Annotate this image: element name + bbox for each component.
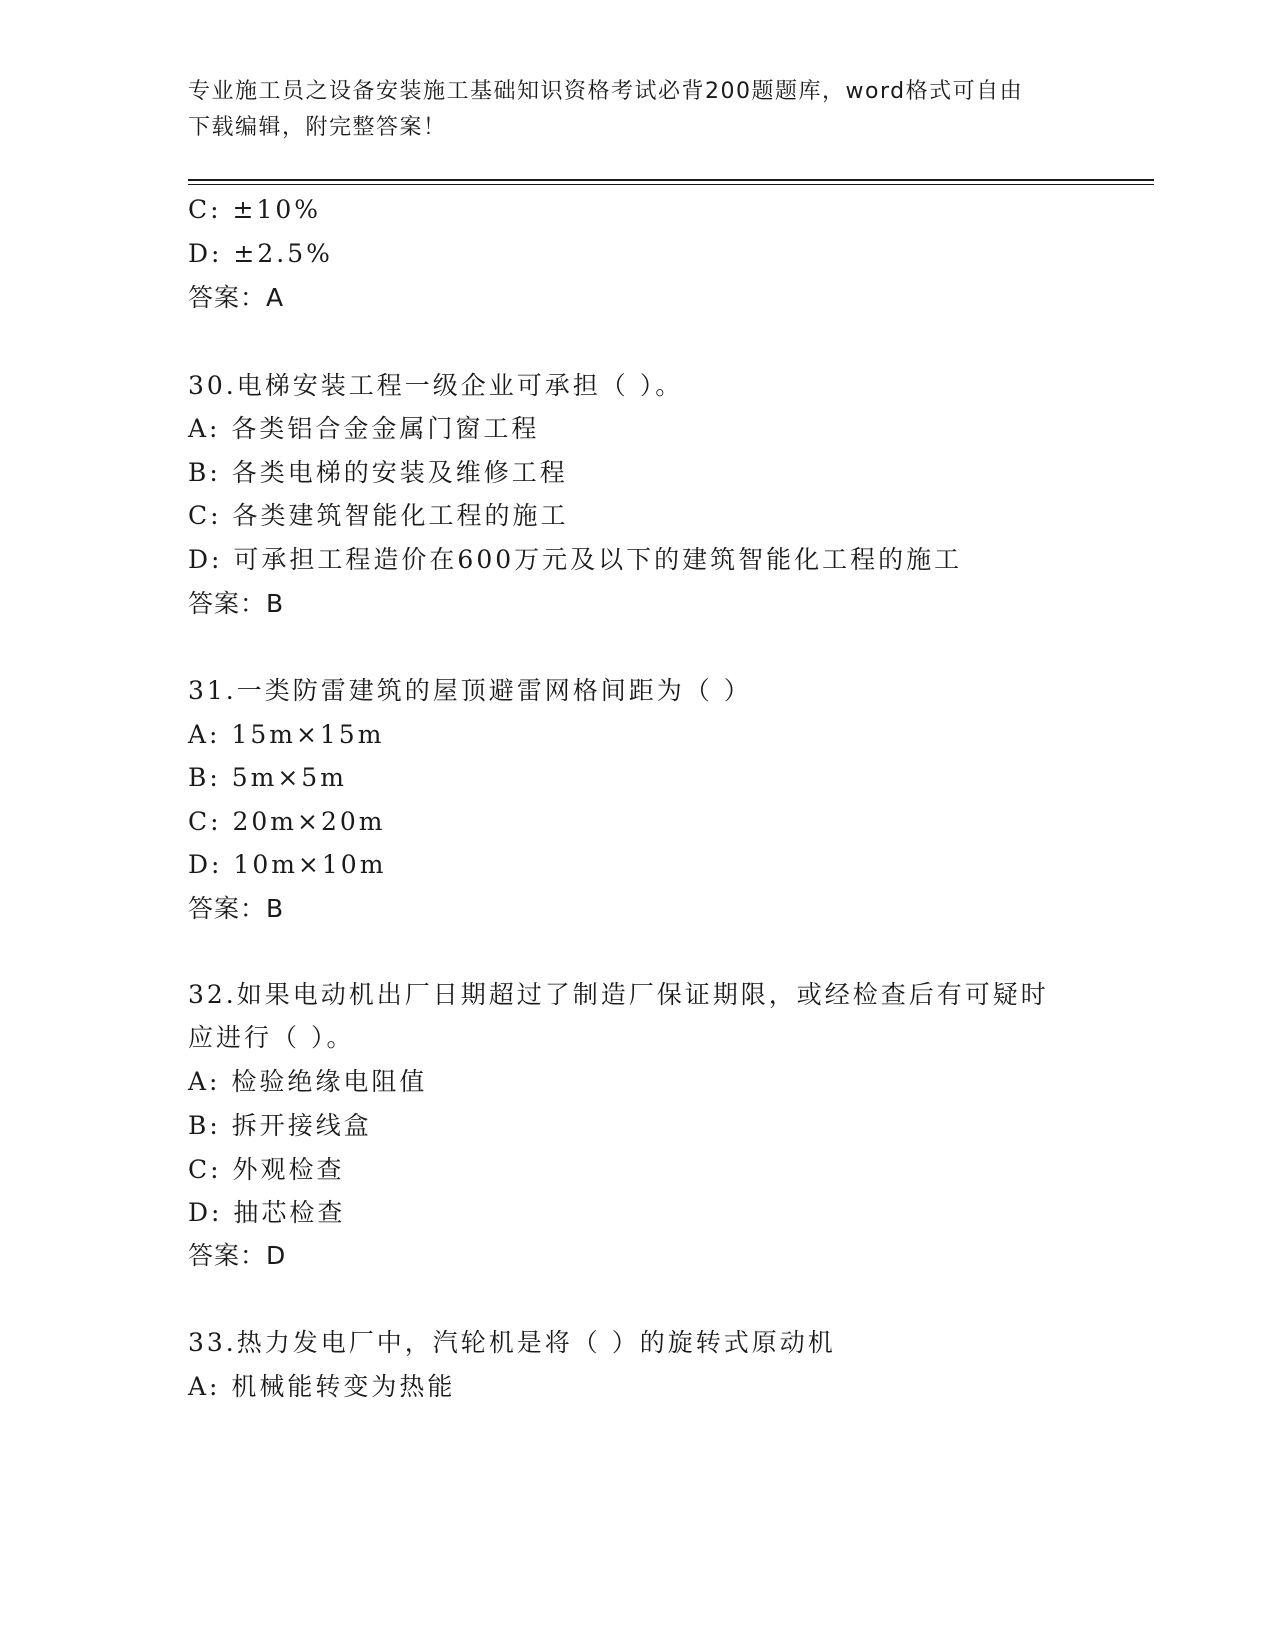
answer: 答案：D <box>188 1241 287 1270</box>
question-stem: 33.热力发电厂中，汽轮机是将（ ）的旋转式原动机 <box>188 1328 836 1357</box>
header-line-2: 下载编辑，附完整答案！ <box>188 115 447 140</box>
option-a: A: 各类铝合金金属门窗工程 <box>188 414 540 443</box>
question-stem-continued: 应进行（ ）。 <box>188 1023 355 1052</box>
header-divider-thin <box>188 184 1154 185</box>
option-c: C: 20m×20m <box>188 807 386 836</box>
option-a: A: 检验绝缘电阻值 <box>188 1067 428 1096</box>
question-stem: 31.一类防雷建筑的屋顶避雷网格间距为（ ） <box>188 676 752 705</box>
document-header <box>188 74 1068 146</box>
option-c: C: 各类建筑智能化工程的施工 <box>188 501 569 530</box>
option-c: C: 外观检查 <box>188 1155 345 1184</box>
option-c: C: ±10% <box>188 195 322 224</box>
option-a: A: 机械能转变为热能 <box>188 1372 456 1401</box>
option-b: B: 各类电梯的安装及维修工程 <box>188 458 568 487</box>
option-d: D: 抽芯检查 <box>188 1198 346 1227</box>
option-b: B: 拆开接线盒 <box>188 1111 372 1140</box>
answer: 答案：B <box>188 589 285 618</box>
header-divider-thick <box>188 179 1154 181</box>
option-b: B: 5m×5m <box>188 763 347 792</box>
header-line-1: 专业施工员之设备安装施工基础知识资格考试必背200题题库，word格式可自由 <box>188 79 1024 104</box>
question-stem: 32.如果电动机出厂日期超过了制造厂保证期限，或经检查后有可疑时 <box>188 980 1049 1009</box>
question-stem: 30.电梯安装工程一级企业可承担（ ）。 <box>188 371 684 400</box>
answer: 答案：B <box>188 894 285 923</box>
option-a: A: 15m×15m <box>188 720 385 749</box>
option-d: D: ±2.5% <box>188 239 333 268</box>
option-d: D: 10m×10m <box>188 850 387 879</box>
answer: 答案：A <box>188 283 285 312</box>
option-d: D: 可承担工程造价在600万元及以下的建筑智能化工程的施工 <box>188 545 963 574</box>
